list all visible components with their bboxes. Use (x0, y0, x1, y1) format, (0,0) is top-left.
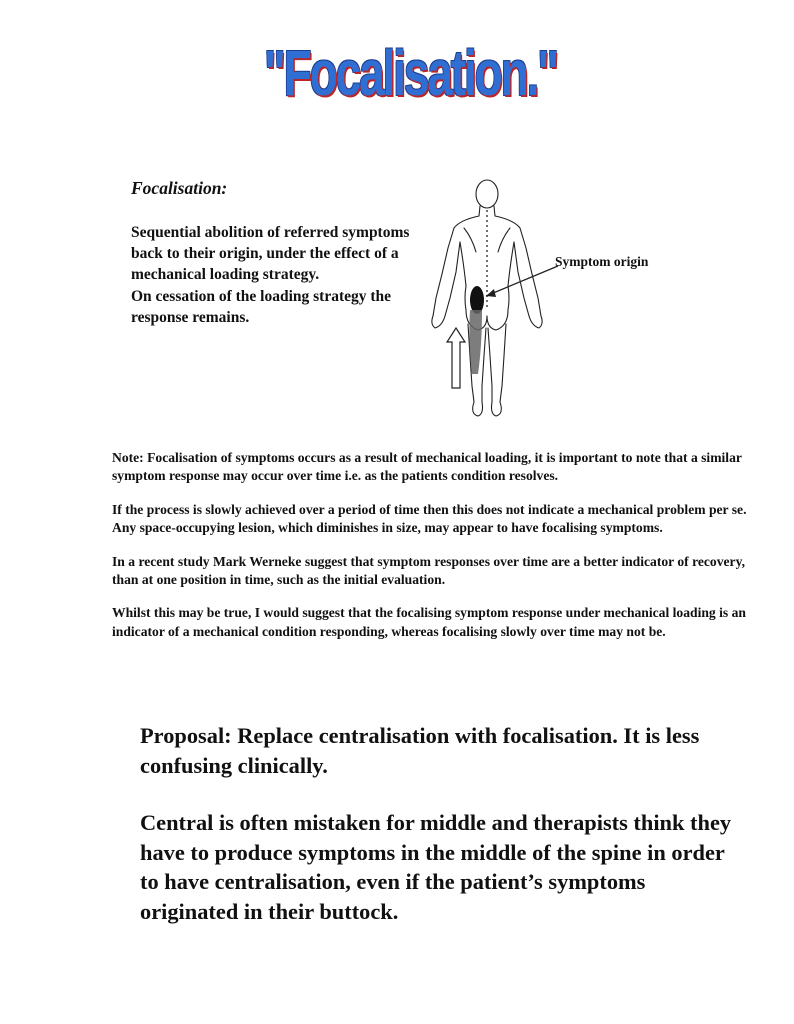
definition-heading: Focalisation: (131, 178, 228, 198)
note-paragraph: Whilst this may be true, I would suggest that the focalising symptom response under mechanical loading is an indicator of a mechanical condition responding, whereas focalising slowly over time may not be. (112, 605, 746, 639)
definition-line-2: On cessation of the loading strategy the response remains. (131, 287, 392, 326)
notes-section (112, 449, 762, 656)
definition-line-1: Sequential abolition of referred symptoms back to their origin, under the effect of a mechanical loading strategy. (131, 224, 410, 284)
page-title: "Focalisation." (263, 37, 557, 109)
posterior-body-diagram-icon (420, 176, 680, 432)
body-diagram (420, 176, 680, 432)
proposal-section (140, 721, 740, 954)
note-paragraph: If the process is slowly achieved over a period of time then this does not indicate a mechanical problem per se. Any space-occupying lesion, which diminishes in size, may appear to have focalising symptoms. (112, 501, 747, 536)
note-paragraph: In a recent study Mark Werneke suggest that symptom responses over time are a better indicator of recovery, than at one position in time, such as the initial evaluation. (112, 553, 746, 588)
proposal-paragraph: Proposal: Replace centralisation with focalisation. It is less confusing clinically. (140, 723, 700, 778)
symptom-origin-label: Symptom origin (555, 254, 649, 269)
definition-text (131, 222, 431, 328)
proposal-paragraph: Central is often mistaken for middle and therapists think they have to produce symptoms in the middle of the spine in order to have centralisation, even if the patient’s symptoms originated in their buttock. (140, 810, 732, 924)
note-paragraph: Note: Focalisation of symptoms occurs as a result of mechanical loading, it is important to note that a similar symptom response may occur over time i.e. as the patients condition resolves. (112, 450, 742, 484)
